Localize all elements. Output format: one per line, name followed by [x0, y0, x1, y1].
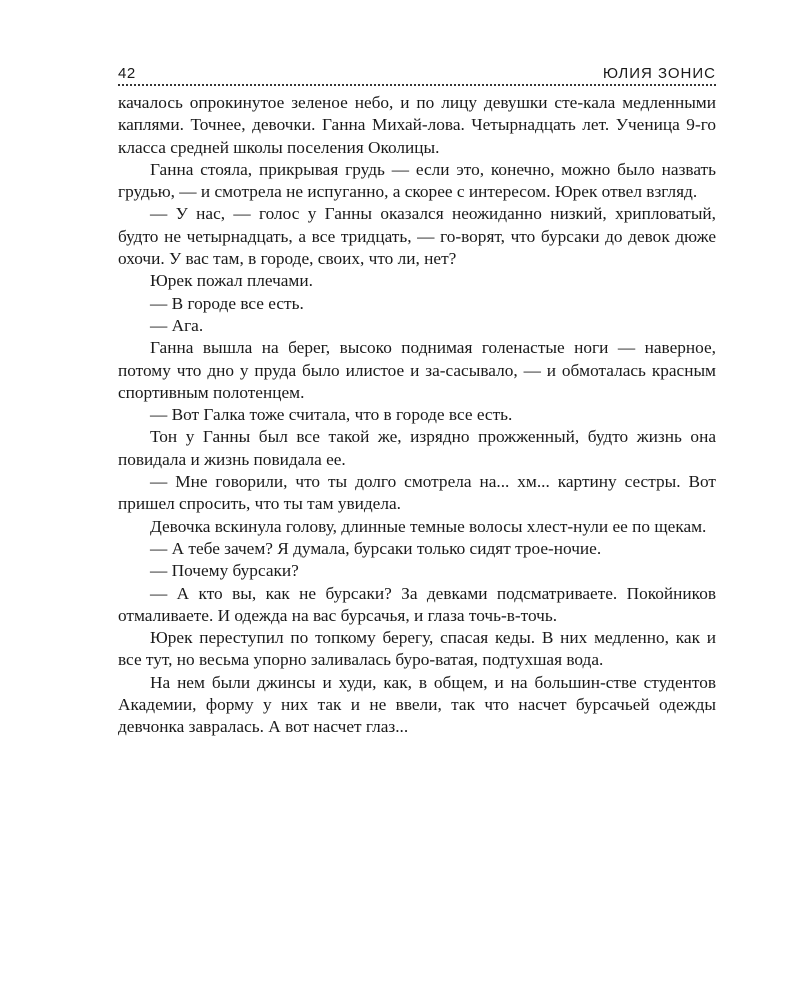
body-text — [118, 92, 716, 739]
running-head — [118, 62, 716, 84]
paragraph: качалось опрокинутое зеленое небо, и по лицу девушки сте-кала медленными каплями. Точнее, девочки. Ганна Михай-лова. Четырнадцать лет. Ученица 9-го класса средней школы поселения Околицы. — [118, 93, 716, 157]
paragraph: — Почему бурсаки? — [150, 561, 299, 581]
page-number: 42 — [118, 65, 136, 82]
paragraph: Ганна вышла на берег, высоко поднимая голенастые ноги — наверное, потому что дно у пруда было илистое и за-сасывало, — и обмоталась красным спортивным полотенцем. — [118, 338, 716, 402]
paragraph: — В городе все есть. — [150, 293, 304, 313]
dotted-rule — [118, 84, 716, 86]
paragraph: — А кто вы, как не бурсаки? За девками подсматриваете. Покойников отмаливаете. И одежда на вас бурсачья, и глаза точь-в-точь. — [118, 583, 716, 625]
paragraph: Тон у Ганны был все такой же, изрядно прожженный, будто жизнь она повидала и жизнь повидала ее. — [118, 427, 716, 469]
paragraph: Девочка вскинула голову, длинные темные волосы хлест-нули ее по щекам. — [150, 516, 707, 536]
paragraph: Юрек переступил по топкому берегу, спасая кеды. В них медленно, как и все тут, но весьма упорно заливалась буро-ватая, подтухшая вода. — [118, 628, 716, 670]
paragraph: — Вот Галка тоже считала, что в городе все есть. — [150, 405, 513, 425]
paragraph: На нем были джинсы и худи, как, в общем, и на большин-стве студентов Академии, форму у них так и не ввели, так что насчет бурсачьей одежды девчонка завралась. А вот насчет глаз... — [118, 672, 716, 737]
paragraph: — Мне говорили, что ты долго смотрела на... хм... картину сестры. Вот пришел спросить, что ты там увидела. — [118, 472, 716, 514]
paragraph: Юрек пожал плечами. — [150, 271, 313, 291]
author-name: ЮЛИЯ ЗОНИС — [602, 65, 716, 82]
paragraph: Ганна стояла, прикрывая грудь — если это, конечно, можно было назвать грудью, — и смотрела не испуганно, а скорее с интересом. Юрек отвел взгляд. — [118, 159, 716, 202]
paragraph: — А тебе зачем? Я думала, бурсаки только сидят трое-ночие. — [150, 538, 602, 558]
paragraph: — Ага. — [150, 315, 204, 335]
book-page — [118, 62, 716, 739]
paragraph: — У нас, — голос у Ганны оказался неожиданно низкий, хрипловатый, будто не четырнадцать, а все тридцать, — го-ворят, что бурсаки до девок дюже охочи. У вас там, в городе, своих, что ли, нет? — [118, 204, 716, 269]
